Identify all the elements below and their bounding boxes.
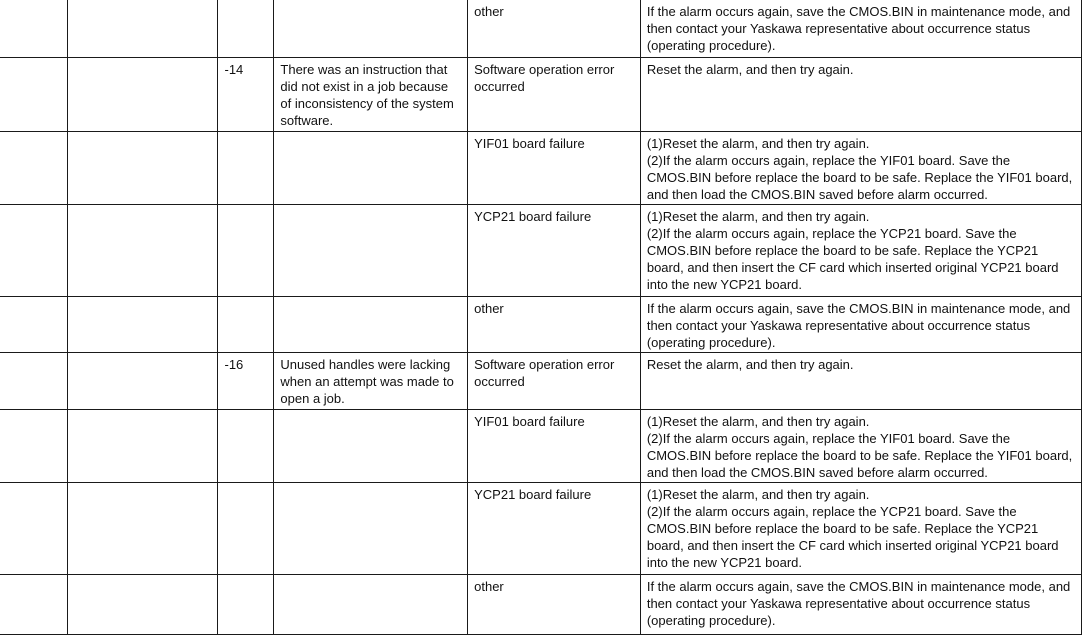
alarm-name-cell xyxy=(67,0,218,58)
sub-code-cell xyxy=(218,132,274,205)
alarm-number-cell xyxy=(0,483,67,575)
remedy-cell: Reset the alarm, and then try again. xyxy=(640,58,1081,132)
table-row xyxy=(0,575,1082,635)
table-row xyxy=(0,353,1082,410)
cause-cell: YCP21 board failure xyxy=(468,205,641,297)
table-row xyxy=(0,483,1082,575)
remedy-cell: Reset the alarm, and then try again. xyxy=(640,353,1081,410)
description-cell xyxy=(274,575,468,635)
sub-code-cell xyxy=(218,297,274,353)
alarm-number-cell xyxy=(0,0,67,58)
cause-cell: Software operation error occurred xyxy=(468,353,641,410)
table-row xyxy=(0,132,1082,205)
sub-code-cell: -14 xyxy=(218,58,274,132)
table-row xyxy=(0,58,1082,132)
description-cell xyxy=(274,132,468,205)
alarm-number-cell xyxy=(0,575,67,635)
alarm-number-cell xyxy=(0,410,67,483)
alarm-name-cell xyxy=(67,575,218,635)
alarm-number-cell xyxy=(0,205,67,297)
remedy-cell: (1)Reset the alarm, and then try again. (2)If the alarm occurs again, replace the YCP21 board. Save the CMOS.BIN before replace the board to be safe. Replace the YCP21 board, and then insert the CF card which inserted original YCP21 board into the new YCP21 board. xyxy=(640,483,1081,575)
sub-code-cell xyxy=(218,0,274,58)
remedy-cell: If the alarm occurs again, save the CMOS.BIN in maintenance mode, and then contact your Yaskawa representative about occurrence status (operating procedure). xyxy=(640,575,1081,635)
cause-cell: YCP21 board failure xyxy=(468,483,641,575)
table-row xyxy=(0,0,1082,58)
sub-code-cell: -16 xyxy=(218,353,274,410)
alarm-name-cell xyxy=(67,410,218,483)
table-row xyxy=(0,297,1082,353)
cause-cell: YIF01 board failure xyxy=(468,410,641,483)
remedy-cell: (1)Reset the alarm, and then try again. (2)If the alarm occurs again, replace the YCP21 board. Save the CMOS.BIN before replace the board to be safe. Replace the YCP21 board, and then insert the CF card which inserted original YCP21 board into the new YCP21 board. xyxy=(640,205,1081,297)
sub-code-cell xyxy=(218,575,274,635)
description-cell xyxy=(274,410,468,483)
alarm-name-cell xyxy=(67,483,218,575)
alarm-name-cell xyxy=(67,58,218,132)
alarm-name-cell xyxy=(67,353,218,410)
remedy-cell: If the alarm occurs again, save the CMOS.BIN in maintenance mode, and then contact your Yaskawa representative about occurrence status (operating procedure). xyxy=(640,297,1081,353)
remedy-cell: (1)Reset the alarm, and then try again. (2)If the alarm occurs again, replace the YIF01 board. Save the CMOS.BIN before replace the board to be safe. Replace the YIF01 board, and then load the CMOS.BIN saved before alarm occurred. xyxy=(640,132,1081,205)
description-cell: There was an instruction that did not exist in a job because of inconsistency of the system software. xyxy=(274,58,468,132)
sub-code-cell xyxy=(218,205,274,297)
description-cell: Unused handles were lacking when an attempt was made to open a job. xyxy=(274,353,468,410)
description-cell xyxy=(274,483,468,575)
sub-code-cell xyxy=(218,483,274,575)
sub-code-cell xyxy=(218,410,274,483)
alarm-name-cell xyxy=(67,132,218,205)
cause-cell: YIF01 board failure xyxy=(468,132,641,205)
description-cell xyxy=(274,297,468,353)
alarm-number-cell xyxy=(0,353,67,410)
remedy-cell: (1)Reset the alarm, and then try again. (2)If the alarm occurs again, replace the YIF01 board. Save the CMOS.BIN before replace the board to be safe. Replace the YIF01 board, and then load the CMOS.BIN saved before alarm occurred. xyxy=(640,410,1081,483)
cause-cell: other xyxy=(468,575,641,635)
table-row xyxy=(0,205,1082,297)
alarm-number-cell xyxy=(0,297,67,353)
table-row xyxy=(0,410,1082,483)
description-cell xyxy=(274,0,468,58)
cause-cell: other xyxy=(468,0,641,58)
remedy-cell: If the alarm occurs again, save the CMOS.BIN in maintenance mode, and then contact your Yaskawa representative about occurrence status (operating procedure). xyxy=(640,0,1081,58)
alarm-number-cell xyxy=(0,58,67,132)
alarm-name-cell xyxy=(67,205,218,297)
cause-cell: other xyxy=(468,297,641,353)
alarm-number-cell xyxy=(0,132,67,205)
cause-cell: Software operation error occurred xyxy=(468,58,641,132)
alarm-name-cell xyxy=(67,297,218,353)
description-cell xyxy=(274,205,468,297)
